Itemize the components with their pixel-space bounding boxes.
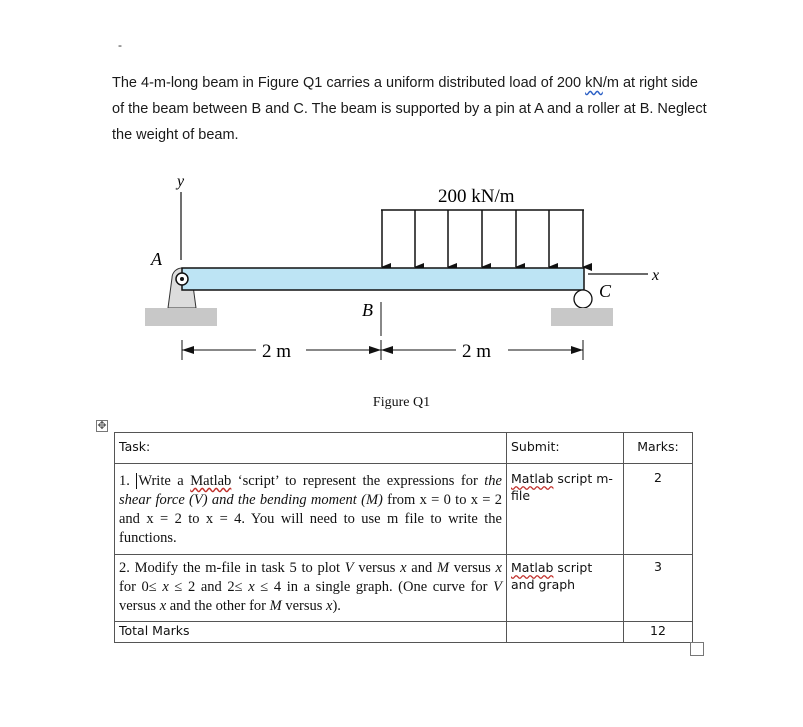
- dim-arrow: [381, 346, 393, 354]
- beam: [182, 268, 584, 290]
- label-b: B: [362, 300, 373, 320]
- dim-label-right: 2 m: [462, 341, 492, 362]
- figure-caption: Figure Q1: [372, 395, 431, 410]
- load-label: 200 kN/m: [438, 186, 515, 207]
- stray-mark: -: [118, 38, 122, 52]
- header-marks: Marks:: [624, 433, 693, 464]
- problem-statement: [112, 70, 712, 148]
- label-c: C: [599, 281, 612, 301]
- marks-cell: 3: [624, 555, 693, 622]
- task-table: [114, 432, 693, 643]
- header-task: Task:: [115, 433, 507, 464]
- label-x: x: [652, 267, 660, 284]
- table-move-handle-icon[interactable]: ✥: [97, 419, 107, 432]
- total-submit-empty: [507, 622, 624, 643]
- ground-right: [551, 308, 613, 326]
- beam-figure: [0, 160, 803, 400]
- table-row: [115, 555, 693, 622]
- label-a: A: [151, 249, 162, 269]
- table-total-row: [115, 622, 693, 643]
- dim-arrow: [182, 346, 194, 354]
- task-cell: 2. Modify the m-file in task 5 to plot V versus x and M versus x for 0≤ x ≤ 2 and 2≤ x ≤ 4 in a single graph. (One curve for V versus x and the other for M versus x).: [115, 555, 507, 622]
- submit-cell: Matlab script m-file: [507, 464, 624, 555]
- table-row: [115, 464, 693, 555]
- header-submit: Submit:: [507, 433, 624, 464]
- ground-left: [145, 308, 217, 326]
- submit-cell: Matlab script and graph: [507, 555, 624, 622]
- intro-unit: kN: [585, 75, 603, 91]
- marks-cell: 2: [624, 464, 693, 555]
- table-resize-handle-icon[interactable]: [690, 642, 704, 656]
- total-marks: 12: [624, 622, 693, 643]
- total-label: Total Marks: [115, 622, 507, 643]
- roller-c: [574, 290, 592, 308]
- dim-arrow: [369, 346, 381, 354]
- intro-part1: The 4-m-long beam in Figure Q1 carries a uniform distributed load of 200: [112, 75, 586, 91]
- dim-label-left: 2 m: [262, 341, 292, 362]
- label-y: y: [177, 173, 185, 190]
- task-cell: 1. Write a Matlab ‘script’ to represent the expressions for the shear force (V) and the bending moment (M) from x = 0 to x = 2 and x = 2 to x = 4. You will need to use m file to write the functions.: [115, 464, 507, 555]
- intro-part2: /m at right side of the beam between B and C. The beam is supported by a pin at A and a roller at B. Neglect the weight of beam.: [112, 75, 707, 143]
- table-header-row: [115, 433, 693, 464]
- dim-arrow: [571, 346, 583, 354]
- pin-a-center: [180, 277, 184, 281]
